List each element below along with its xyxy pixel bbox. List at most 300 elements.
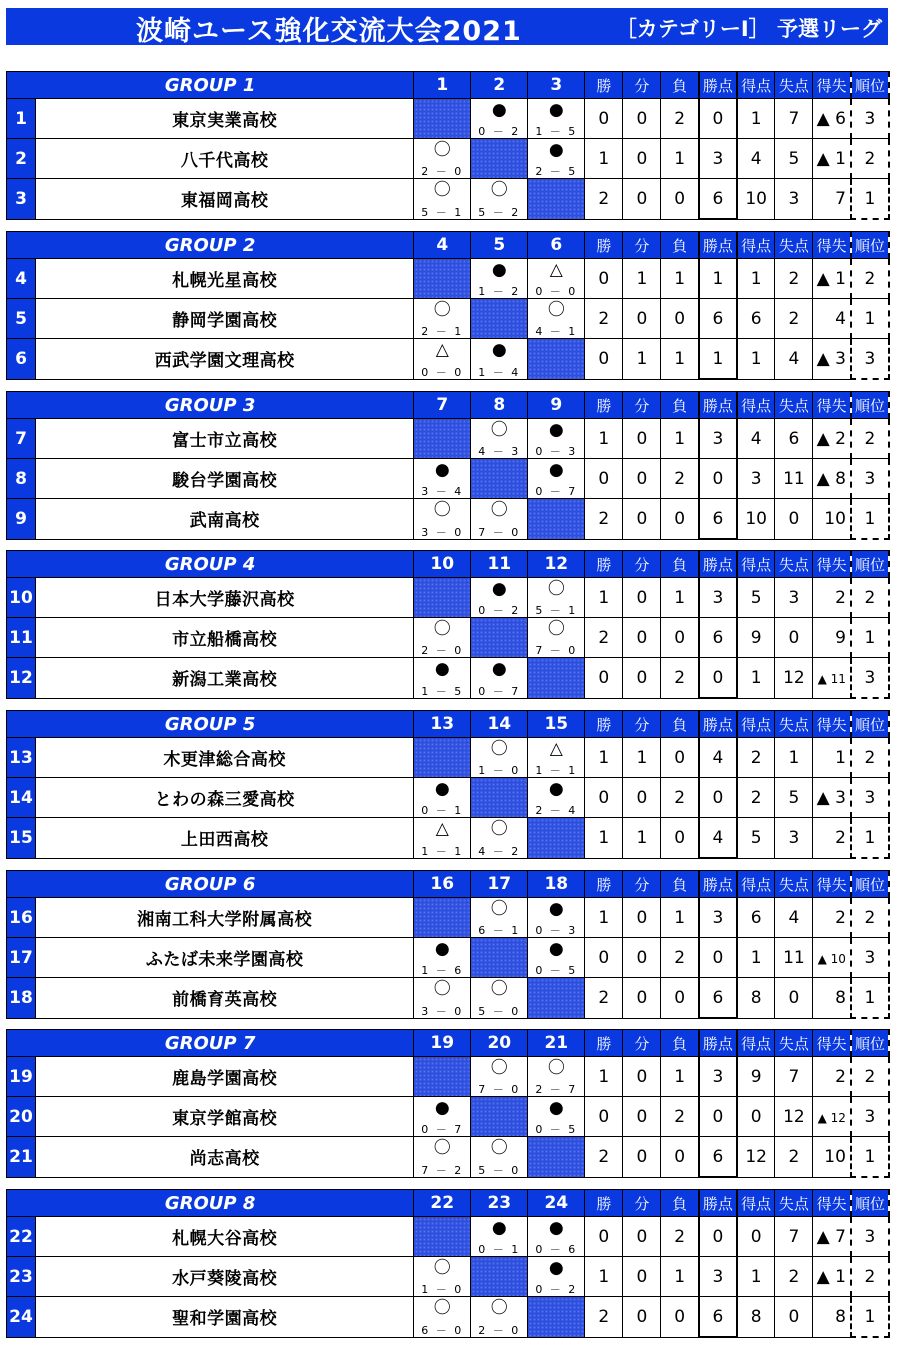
match-result (528, 1217, 585, 1257)
team-row (7, 499, 890, 540)
diagonal-cell (414, 1057, 471, 1097)
draws: 0 (623, 618, 661, 658)
match-score: 2 － 7 (535, 1083, 578, 1096)
match-score: 0 － 2 (478, 125, 521, 138)
match-score: 2 － 0 (421, 644, 464, 657)
team-name: とわの森三愛高校 (36, 778, 414, 818)
goal-difference: ▲ 12 (813, 1097, 851, 1137)
team-name: 西武学園文理高校 (36, 339, 414, 380)
draws: 0 (623, 898, 661, 938)
rank: 1 (851, 978, 889, 1019)
team-number: 10 (7, 578, 36, 618)
team-row (7, 898, 890, 938)
match-result (528, 778, 585, 818)
stat-header-gf: 得点 (737, 392, 775, 419)
losses: 2 (661, 459, 699, 499)
losses: 1 (661, 1057, 699, 1097)
team-name: 聖和学園高校 (36, 1297, 414, 1338)
goal-difference: 8 (813, 1297, 851, 1338)
match-score: 1 － 5 (535, 125, 578, 138)
draws: 0 (623, 1297, 661, 1338)
match-result (414, 459, 471, 499)
wins: 1 (585, 818, 623, 859)
goals-against: 3 (775, 179, 813, 220)
diagonal-cell (414, 1217, 471, 1257)
draws: 0 (623, 938, 661, 978)
goals-for: 9 (737, 618, 775, 658)
match-score: 0 － 7 (535, 485, 578, 498)
team-row (7, 99, 890, 139)
points: 6 (699, 299, 737, 339)
match-score: 2 － 5 (535, 165, 578, 178)
goals-for: 2 (737, 778, 775, 818)
goals-for: 8 (737, 978, 775, 1019)
match-score: 0 － 1 (421, 804, 464, 817)
points: 0 (699, 1217, 737, 1257)
goal-difference: ▲ 8 (813, 459, 851, 499)
losses: 0 (661, 499, 699, 540)
match-result (414, 978, 471, 1019)
team-row (7, 1217, 890, 1257)
team-number: 11 (7, 618, 36, 658)
opponent-number: 8 (471, 392, 528, 419)
diagonal-cell (414, 578, 471, 618)
result-symbol: 〇 (490, 1138, 508, 1158)
draws: 1 (623, 818, 661, 859)
wins: 2 (585, 618, 623, 658)
match-score: 5 － 1 (421, 205, 464, 219)
stat-header-points: 勝点 (699, 1030, 737, 1057)
goals-against: 4 (775, 339, 813, 380)
result-symbol: ● (434, 1098, 450, 1118)
diagonal-cell (528, 658, 585, 699)
opponent-number: 6 (528, 232, 585, 259)
result-symbol: ● (548, 460, 564, 480)
match-result (528, 1257, 585, 1297)
goal-difference: 1 (813, 738, 851, 778)
rank: 1 (851, 618, 889, 658)
losses: 1 (661, 578, 699, 618)
team-number: 4 (7, 259, 36, 299)
stat-header-gf: 得点 (737, 1030, 775, 1057)
goals-against: 0 (775, 499, 813, 540)
stat-header-loss: 負 (661, 871, 699, 898)
match-result (528, 139, 585, 179)
draws: 1 (623, 259, 661, 299)
losses: 0 (661, 738, 699, 778)
goals-against: 2 (775, 1257, 813, 1297)
match-score: 5 － 2 (478, 205, 521, 219)
goal-difference: 4 (813, 299, 851, 339)
team-number: 13 (7, 738, 36, 778)
wins: 1 (585, 1257, 623, 1297)
opponent-number: 9 (528, 392, 585, 419)
match-result (528, 898, 585, 938)
match-result (471, 898, 528, 938)
diagonal-cell (414, 99, 471, 139)
goal-difference: ▲ 1 (813, 1257, 851, 1297)
goals-against: 3 (775, 818, 813, 859)
losses: 0 (661, 179, 699, 220)
wins: 2 (585, 1297, 623, 1338)
losses: 1 (661, 339, 699, 380)
opponent-number: 19 (414, 1030, 471, 1057)
wins: 1 (585, 578, 623, 618)
group-header-row (7, 72, 890, 99)
team-row (7, 618, 890, 658)
group-block (6, 870, 890, 1019)
stat-header-ga: 失点 (775, 1030, 813, 1057)
result-symbol: ● (548, 140, 564, 160)
team-row (7, 738, 890, 778)
diagonal-cell (471, 299, 528, 339)
losses: 0 (661, 978, 699, 1019)
draws: 1 (623, 738, 661, 778)
draws: 0 (623, 658, 661, 699)
goals-for: 3 (737, 459, 775, 499)
stat-header-rank: 順位 (851, 1190, 889, 1217)
goals-for: 2 (737, 738, 775, 778)
goal-difference: ▲ 2 (813, 419, 851, 459)
stat-header-ga: 失点 (775, 232, 813, 259)
result-symbol: 〇 (490, 739, 508, 759)
rank: 3 (851, 1097, 889, 1137)
stat-header-points: 勝点 (699, 711, 737, 738)
stat-header-loss: 負 (661, 232, 699, 259)
goals-for: 4 (737, 419, 775, 459)
stat-header-gf: 得点 (737, 551, 775, 578)
losses: 2 (661, 1217, 699, 1257)
group-name: GROUP 8 (7, 1190, 414, 1217)
goal-difference: ▲ 6 (813, 99, 851, 139)
result-symbol: 〇 (490, 500, 508, 520)
match-result (414, 658, 471, 699)
losses: 0 (661, 1297, 699, 1338)
points: 0 (699, 99, 737, 139)
stat-header-points: 勝点 (699, 72, 737, 99)
rank: 2 (851, 139, 889, 179)
losses: 0 (661, 618, 699, 658)
team-number: 7 (7, 419, 36, 459)
draws: 0 (623, 299, 661, 339)
opponent-number: 5 (471, 232, 528, 259)
opponent-number: 23 (471, 1190, 528, 1217)
points: 3 (699, 898, 737, 938)
losses: 1 (661, 898, 699, 938)
losses: 2 (661, 658, 699, 699)
goals-for: 6 (737, 299, 775, 339)
result-symbol: 〇 (433, 1258, 451, 1278)
result-symbol: 〇 (433, 619, 451, 639)
match-result (414, 499, 471, 540)
match-score: 0 － 2 (478, 604, 521, 617)
losses: 2 (661, 99, 699, 139)
result-symbol: ● (491, 340, 507, 360)
losses: 1 (661, 419, 699, 459)
diagonal-cell (414, 898, 471, 938)
goals-for: 1 (737, 259, 775, 299)
result-symbol: ● (548, 939, 564, 959)
team-number: 1 (7, 99, 36, 139)
draws: 0 (623, 179, 661, 220)
team-name: 東京実業高校 (36, 99, 414, 139)
result-symbol: 〇 (433, 300, 451, 320)
match-result (528, 1057, 585, 1097)
points: 3 (699, 139, 737, 179)
group-block (6, 710, 890, 859)
match-result (471, 658, 528, 699)
match-score: 4 － 2 (478, 844, 521, 858)
draws: 0 (623, 1217, 661, 1257)
match-result (528, 738, 585, 778)
rank: 1 (851, 1137, 889, 1178)
team-number: 17 (7, 938, 36, 978)
match-score: 1 － 6 (421, 964, 464, 977)
losses: 1 (661, 139, 699, 179)
result-symbol: 〇 (490, 420, 508, 440)
team-row (7, 1137, 890, 1178)
match-result (414, 818, 471, 859)
group-header-row (7, 1030, 890, 1057)
wins: 1 (585, 139, 623, 179)
match-score: 1 － 0 (478, 764, 521, 777)
wins: 2 (585, 179, 623, 220)
team-name: ふたば未来学園高校 (36, 938, 414, 978)
page-header (6, 8, 888, 45)
group-block (6, 550, 890, 699)
stat-header-gf: 得点 (737, 1190, 775, 1217)
match-score: 0 － 0 (421, 365, 464, 379)
match-score: 0 － 5 (535, 1123, 578, 1136)
stat-header-gd: 得失 (813, 1030, 851, 1057)
points: 0 (699, 658, 737, 699)
team-name: 前橋育英高校 (36, 978, 414, 1019)
stat-header-win: 勝 (585, 392, 623, 419)
diagonal-cell (471, 938, 528, 978)
rank: 1 (851, 1297, 889, 1338)
result-symbol: 〇 (490, 979, 508, 999)
team-number: 19 (7, 1057, 36, 1097)
diagonal-cell (414, 738, 471, 778)
rank: 3 (851, 459, 889, 499)
opponent-number: 24 (528, 1190, 585, 1217)
group-block (6, 1029, 890, 1178)
match-result (414, 1097, 471, 1137)
team-row (7, 459, 890, 499)
wins: 0 (585, 459, 623, 499)
opponent-number: 7 (414, 392, 471, 419)
match-result (528, 1097, 585, 1137)
wins: 1 (585, 419, 623, 459)
match-score: 7 － 0 (478, 525, 521, 539)
points: 4 (699, 818, 737, 859)
goals-for: 0 (737, 1097, 775, 1137)
stat-header-gf: 得点 (737, 871, 775, 898)
team-row (7, 1257, 890, 1297)
goal-difference: 9 (813, 618, 851, 658)
goal-difference: ▲ 10 (813, 938, 851, 978)
match-result (528, 259, 585, 299)
category-label: ［カテゴリーⅠ］ 予選リーグ (615, 17, 882, 41)
match-result (414, 618, 471, 658)
stat-header-draw: 分 (623, 72, 661, 99)
goal-difference: ▲ 1 (813, 139, 851, 179)
group-header-row (7, 1190, 890, 1217)
result-symbol: 〇 (547, 1058, 565, 1078)
result-symbol: ● (491, 260, 507, 280)
stat-header-points: 勝点 (699, 232, 737, 259)
stat-header-gf: 得点 (737, 232, 775, 259)
goals-against: 2 (775, 259, 813, 299)
match-result (414, 139, 471, 179)
stat-header-draw: 分 (623, 1030, 661, 1057)
match-result (471, 419, 528, 459)
stat-header-rank: 順位 (851, 551, 889, 578)
goals-for: 8 (737, 1297, 775, 1338)
team-name: 日本大学藤沢高校 (36, 578, 414, 618)
goals-against: 7 (775, 1217, 813, 1257)
result-symbol: 〇 (490, 819, 508, 839)
losses: 1 (661, 259, 699, 299)
goal-difference: ▲ 11 (813, 658, 851, 699)
match-result (471, 1297, 528, 1338)
stat-header-draw: 分 (623, 232, 661, 259)
stat-header-loss: 負 (661, 551, 699, 578)
diagonal-cell (471, 459, 528, 499)
opponent-number: 2 (471, 72, 528, 99)
points: 1 (699, 339, 737, 380)
goals-against: 0 (775, 618, 813, 658)
losses: 0 (661, 299, 699, 339)
goal-difference: 2 (813, 818, 851, 859)
points: 6 (699, 499, 737, 540)
result-symbol: 〇 (490, 1058, 508, 1078)
stat-header-win: 勝 (585, 232, 623, 259)
match-score: 5 － 0 (478, 1163, 521, 1177)
group-name: GROUP 2 (7, 232, 414, 259)
result-symbol: ● (491, 579, 507, 599)
team-number: 14 (7, 778, 36, 818)
goals-against: 5 (775, 139, 813, 179)
goals-against: 11 (775, 938, 813, 978)
stat-header-gd: 得失 (813, 232, 851, 259)
group-block (6, 71, 890, 220)
points: 0 (699, 459, 737, 499)
team-name: 湘南工科大学附属高校 (36, 898, 414, 938)
stat-header-gd: 得失 (813, 871, 851, 898)
team-number: 15 (7, 818, 36, 859)
team-number: 3 (7, 179, 36, 220)
stat-header-gf: 得点 (737, 72, 775, 99)
stat-header-rank: 順位 (851, 232, 889, 259)
draws: 0 (623, 978, 661, 1019)
goals-for: 5 (737, 818, 775, 859)
team-row (7, 419, 890, 459)
goals-for: 1 (737, 938, 775, 978)
match-result (471, 499, 528, 540)
draws: 0 (623, 778, 661, 818)
team-row (7, 818, 890, 859)
match-score: 0 － 7 (421, 1123, 464, 1136)
group-block (6, 391, 890, 540)
match-score: 0 － 0 (535, 285, 578, 298)
draws: 0 (623, 1097, 661, 1137)
rank: 1 (851, 179, 889, 220)
stat-header-rank: 順位 (851, 392, 889, 419)
stat-header-loss: 負 (661, 1190, 699, 1217)
opponent-number: 10 (414, 551, 471, 578)
goals-against: 6 (775, 419, 813, 459)
goals-for: 9 (737, 1057, 775, 1097)
stat-header-ga: 失点 (775, 871, 813, 898)
result-symbol: 〇 (433, 979, 451, 999)
team-number: 22 (7, 1217, 36, 1257)
group-table (6, 870, 890, 1019)
match-score: 7 － 0 (535, 644, 578, 657)
stat-header-ga: 失点 (775, 72, 813, 99)
stat-header-points: 勝点 (699, 1190, 737, 1217)
result-symbol: ● (491, 659, 507, 679)
wins: 0 (585, 778, 623, 818)
draws: 0 (623, 1257, 661, 1297)
result-symbol: ● (434, 460, 450, 480)
group-block (6, 1189, 890, 1338)
diagonal-cell (528, 339, 585, 380)
team-row (7, 658, 890, 699)
rank: 2 (851, 738, 889, 778)
team-name: 上田西高校 (36, 818, 414, 859)
result-symbol: 〇 (433, 140, 451, 160)
opponent-number: 11 (471, 551, 528, 578)
team-number: 20 (7, 1097, 36, 1137)
result-symbol: ● (548, 1258, 564, 1278)
draws: 0 (623, 578, 661, 618)
page-title: 波崎ユース強化交流大会2021 (136, 16, 522, 47)
team-name: 市立船橋高校 (36, 618, 414, 658)
result-symbol: ● (434, 939, 450, 959)
wins: 2 (585, 1137, 623, 1178)
goals-against: 11 (775, 459, 813, 499)
team-row (7, 938, 890, 978)
match-score: 2 － 1 (421, 325, 464, 338)
opponent-number: 15 (528, 711, 585, 738)
rank: 2 (851, 419, 889, 459)
result-symbol: ● (491, 1218, 507, 1238)
stat-header-rank: 順位 (851, 1030, 889, 1057)
points: 4 (699, 738, 737, 778)
stat-header-rank: 順位 (851, 72, 889, 99)
result-symbol: 〇 (547, 579, 565, 599)
points: 0 (699, 938, 737, 978)
group-table (6, 550, 890, 699)
team-number: 18 (7, 978, 36, 1019)
result-symbol: 〇 (547, 300, 565, 320)
result-symbol: ● (548, 100, 564, 120)
team-number: 16 (7, 898, 36, 938)
match-score: 0 － 2 (535, 1283, 578, 1296)
opponent-number: 12 (528, 551, 585, 578)
opponent-number: 14 (471, 711, 528, 738)
group-name: GROUP 5 (7, 711, 414, 738)
team-row (7, 978, 890, 1019)
match-score: 4 － 1 (535, 325, 578, 338)
team-number: 9 (7, 499, 36, 540)
stat-header-win: 勝 (585, 711, 623, 738)
match-result (471, 1137, 528, 1178)
match-result (414, 938, 471, 978)
goal-difference: 7 (813, 179, 851, 220)
stat-header-loss: 負 (661, 1030, 699, 1057)
